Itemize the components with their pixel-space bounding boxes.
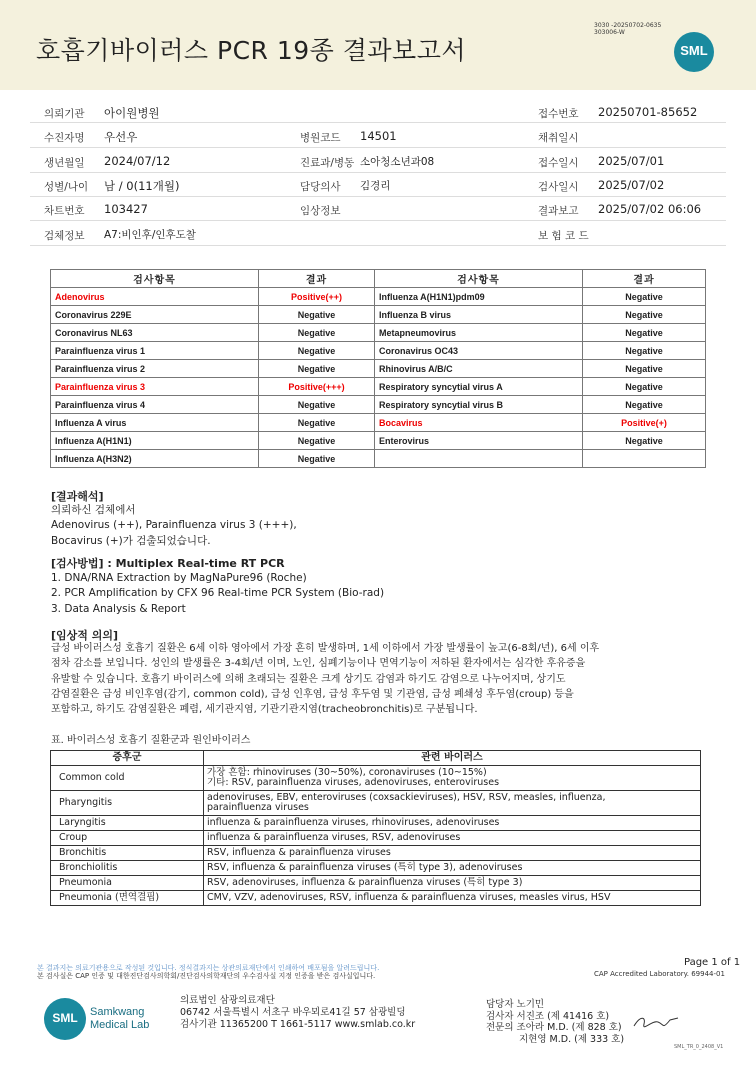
clinical-meaning-heading: [임상적 의의] bbox=[51, 629, 119, 642]
test-item: Respiratory syncytial virus A bbox=[375, 378, 583, 396]
test-result: Negative bbox=[259, 342, 375, 360]
report-title: 호흡기바이러스 PCR 19종 결과보고서 bbox=[36, 36, 467, 65]
page-indicator: Page 1 of 1 bbox=[684, 957, 741, 968]
syndrome-cell: Bronchiolitis bbox=[51, 861, 204, 876]
test-item: Parainfluenza virus 3 bbox=[51, 378, 259, 396]
virus-row bbox=[51, 861, 701, 876]
clinical-line: 점차 감소를 보입니다. 성인의 발생률은 3-4회/년 이며, 노인, 심폐기능이나 면역기능이 저하된 환자에서는 심각한 후유증을 bbox=[51, 658, 586, 670]
viruses-line: RSV, influenza & parainfluenza viruses bbox=[207, 847, 391, 858]
virus-row bbox=[51, 791, 701, 816]
test-item: Parainfluenza virus 2 bbox=[51, 360, 259, 378]
results-row bbox=[51, 432, 706, 450]
sml-logo bbox=[674, 32, 714, 72]
results-row bbox=[51, 360, 706, 378]
viruses-cell bbox=[204, 831, 701, 846]
specimen-value: A7:비인후/인후도찰 bbox=[104, 229, 196, 241]
tested-label: 검사일시 bbox=[538, 181, 579, 193]
test-result: Positive(+) bbox=[583, 414, 706, 432]
signature-scribble bbox=[632, 1012, 680, 1034]
viruses-line: influenza & parainfluenza viruses, rhinoviruses, adenoviruses bbox=[207, 817, 500, 828]
virus-table-caption: 표. 바이러스성 호흡기 질환군과 원인바이러스 bbox=[51, 735, 251, 746]
syndrome-cell: Laryngitis bbox=[51, 816, 204, 831]
footer-address-block bbox=[180, 995, 415, 1031]
specimen-label: 검체정보 bbox=[44, 230, 85, 242]
birth-label: 생년월일 bbox=[44, 157, 85, 169]
divider bbox=[30, 245, 726, 246]
test-item: Parainfluenza virus 1 bbox=[51, 342, 259, 360]
test-item: Metapneumovirus bbox=[375, 324, 583, 342]
viruses-cell bbox=[204, 861, 701, 876]
footer-logo-mark: SML bbox=[52, 1011, 78, 1025]
test-item: Bocavirus bbox=[375, 414, 583, 432]
test-item: Rhinovirus A/B/C bbox=[375, 360, 583, 378]
org-name: 의료법인 삼광의료재단 bbox=[180, 995, 275, 1006]
reported-label: 결과보고 bbox=[538, 205, 579, 217]
sex-age-value: 남 / 0(11개월) bbox=[104, 179, 180, 193]
test-result: Negative bbox=[583, 288, 706, 306]
viruses-line: CMV, VZV, adenoviruses, RSV, influenza & parainfluenza viruses, measles virus, HSV bbox=[207, 892, 611, 903]
viruses-line: RSV, influenza & parainfluenza viruses (특히 type 3), adenoviruses bbox=[207, 862, 523, 873]
receipt-no-label: 접수번호 bbox=[538, 108, 579, 120]
test-item: Coronavirus OC43 bbox=[375, 342, 583, 360]
viruses-line: RSV, adenoviruses, influenza & parainfluenza viruses (특히 type 3) bbox=[207, 877, 523, 888]
viruses-cell bbox=[204, 846, 701, 861]
results-row bbox=[51, 378, 706, 396]
virus-row bbox=[51, 831, 701, 846]
viruses-line: 가장 흔함: rhinoviruses (30~50%), coronaviruses (10~15%) bbox=[207, 767, 487, 778]
results-header-row bbox=[51, 270, 706, 288]
chart-no-value: 103427 bbox=[104, 202, 148, 216]
sml-footer-logo bbox=[44, 998, 86, 1040]
cap-accreditation: CAP Accredited Laboratory. 69944-01 bbox=[594, 970, 725, 978]
signers-block bbox=[486, 999, 624, 1045]
col-header-syndrome: 증후군 bbox=[51, 751, 204, 766]
syndrome-cell: Croup bbox=[51, 831, 204, 846]
test-result: Negative bbox=[259, 396, 375, 414]
interpretation-line: 의뢰하신 검체에서 bbox=[51, 504, 136, 516]
interpretation-heading: [결과해석] bbox=[51, 490, 104, 503]
test-result: Negative bbox=[583, 378, 706, 396]
birth-value: 2024/07/12 bbox=[104, 154, 171, 168]
test-item: Enterovirus bbox=[375, 432, 583, 450]
test-result: Negative bbox=[259, 360, 375, 378]
test-item: Influenza A(H1N1) bbox=[51, 432, 259, 450]
footer-logo-text bbox=[90, 1006, 149, 1032]
signer: 전문의 조아라 M.D. (제 828 호) bbox=[486, 1022, 622, 1033]
syndrome-cell: Pharyngitis bbox=[51, 791, 204, 816]
interpretation-line: Bocavirus (+)가 검출되었습니다. bbox=[51, 534, 211, 547]
viruses-cell bbox=[204, 766, 701, 791]
receipt-no-value: 20250701-85652 bbox=[598, 105, 698, 119]
institution-value: 아이원병원 bbox=[104, 106, 160, 120]
test-item: Influenza A(H1N1)pdm09 bbox=[375, 288, 583, 306]
test-result: Negative bbox=[259, 306, 375, 324]
patient-value: 우선우 bbox=[104, 130, 138, 144]
test-result: Negative bbox=[259, 414, 375, 432]
results-row bbox=[51, 450, 706, 468]
test-result bbox=[583, 450, 706, 468]
clinical-line: 포함하고, 하기도 감염질환은 폐렴, 세기관지염, 기관기관지염(tracheobronchitis)로 구분됩니다. bbox=[51, 704, 478, 716]
chart-no-label: 차트번호 bbox=[44, 205, 85, 217]
results-row bbox=[51, 414, 706, 432]
test-result: Negative bbox=[259, 450, 375, 468]
test-result: Negative bbox=[583, 396, 706, 414]
document-id bbox=[594, 22, 661, 36]
sex-age-label: 성별/나이 bbox=[44, 181, 89, 193]
footer-notice-2: 본 검사실은 CAP 인증 및 대한진단검사의학회/진단검사의학재단의 우수검사실 지정 인증을 받은 검사실입니다. bbox=[37, 972, 376, 980]
virus-table bbox=[50, 750, 701, 906]
org-address: 06742 서울특별시 서초구 바우뫼로41길 57 삼광빌딩 bbox=[180, 1007, 406, 1018]
test-result: Negative bbox=[259, 324, 375, 342]
doctor-label: 담당의사 bbox=[300, 181, 341, 193]
interpretation-body bbox=[51, 503, 297, 549]
signer: 검사자 서진조 (제 41416 호) bbox=[486, 1010, 610, 1022]
syndrome-cell: Bronchitis bbox=[51, 846, 204, 861]
test-result: Positive(+++) bbox=[259, 378, 375, 396]
viruses-line: 기타: RSV, parainfluenza viruses, adenoviruses, enteroviruses bbox=[207, 777, 500, 788]
org-contact: 검사기관 11365200 T 1661-5117 www.smlab.co.kr bbox=[180, 1019, 416, 1030]
test-result: Negative bbox=[583, 306, 706, 324]
virus-row bbox=[51, 816, 701, 831]
virus-row bbox=[51, 876, 701, 891]
clinical-line: 감염질환은 급성 비인후염(감기, common cold), 급성 인후염, 급성 후두염 및 기관염, 급성 폐쇄성 후두염(croup) 등을 bbox=[51, 688, 574, 700]
clinical-label: 임상정보 bbox=[300, 205, 341, 217]
document-id-line1: 3030 -20250702-0635 bbox=[594, 22, 662, 29]
test-result: Negative bbox=[259, 432, 375, 450]
signer: 담당자 노기민 bbox=[486, 999, 545, 1010]
collection-label: 채취일시 bbox=[538, 132, 579, 144]
virus-row bbox=[51, 846, 701, 861]
test-item: Influenza B virus bbox=[375, 306, 583, 324]
clinical-meaning-body bbox=[51, 641, 599, 717]
test-result: Negative bbox=[583, 324, 706, 342]
insurance-label: 보 험 코 드 bbox=[538, 230, 589, 242]
results-row bbox=[51, 306, 706, 324]
logo-text: SML bbox=[680, 43, 708, 58]
divider bbox=[30, 122, 726, 123]
test-item: Influenza A(H3N2) bbox=[51, 450, 259, 468]
virus-row bbox=[51, 766, 701, 791]
col-header-viruses: 관련 바이러스 bbox=[204, 751, 701, 766]
divider bbox=[30, 196, 726, 197]
test-item: Respiratory syncytial virus B bbox=[375, 396, 583, 414]
method-line: 2. PCR Amplification by CFX 96 Real-time PCR System (Bio-rad) bbox=[51, 587, 385, 600]
results-row bbox=[51, 324, 706, 342]
divider bbox=[30, 220, 726, 221]
test-item: Adenovirus bbox=[51, 288, 259, 306]
tested-value: 2025/07/02 bbox=[598, 178, 665, 192]
virus-header-row bbox=[51, 751, 701, 766]
clinical-line: 유발할 수 있습니다. 호흡기 바이러스에 의해 초래되는 질환은 크게 상기도 감염과 하기도 감염으로 나누어지며, 상기도 bbox=[51, 673, 566, 685]
test-item: Coronavirus NL63 bbox=[51, 324, 259, 342]
department-label: 진료과/병동 bbox=[300, 157, 355, 169]
viruses-cell bbox=[204, 891, 701, 906]
doctor-value: 김경리 bbox=[360, 180, 391, 192]
test-result: Negative bbox=[583, 360, 706, 378]
test-result: Positive(++) bbox=[259, 288, 375, 306]
method-line: 1. DNA/RNA Extraction by MagNaPure96 (Roche) bbox=[51, 572, 307, 584]
document-id-line2: 303006-W bbox=[594, 29, 625, 36]
hospital-code-value: 14501 bbox=[360, 129, 397, 143]
interpretation-line: Adenovirus (++), Parainfluenza virus 3 (+++), bbox=[51, 519, 297, 532]
hospital-code-label: 병원코드 bbox=[300, 132, 341, 144]
test-item: Influenza A virus bbox=[51, 414, 259, 432]
results-row bbox=[51, 396, 706, 414]
virus-row bbox=[51, 891, 701, 906]
viruses-line: adenoviruses, EBV, enteroviruses (coxsackieviruses), HSV, RSV, measles, influenza, bbox=[207, 792, 606, 803]
test-result: Negative bbox=[583, 342, 706, 360]
col-header-result: 결과 bbox=[583, 270, 706, 288]
test-result: Negative bbox=[583, 432, 706, 450]
divider bbox=[30, 147, 726, 148]
col-header-item: 검사항목 bbox=[51, 270, 259, 288]
syndrome-cell: Common cold bbox=[51, 766, 204, 791]
viruses-line: influenza & parainfluenza viruses, RSV, adenoviruses bbox=[207, 832, 461, 843]
divider bbox=[30, 172, 726, 173]
results-row bbox=[51, 342, 706, 360]
test-item bbox=[375, 450, 583, 468]
method-line: 3. Data Analysis & Report bbox=[51, 602, 186, 615]
test-item: Coronavirus 229E bbox=[51, 306, 259, 324]
footer-notice-1: 본 결과지는 의료기관용으로 작성된 것입니다. 정식결과지는 상관의료재단에서 인쇄하여 배포됨을 알려드립니다. bbox=[37, 964, 380, 972]
signer: 지현영 M.D. (제 333 호) bbox=[519, 1033, 625, 1045]
patient-label: 수진자명 bbox=[44, 132, 85, 144]
viruses-cell bbox=[204, 791, 701, 816]
results-table bbox=[50, 269, 706, 468]
viruses-cell bbox=[204, 816, 701, 831]
footer-logo-line2: Medical Lab bbox=[90, 1019, 150, 1031]
col-header-result: 결과 bbox=[259, 270, 375, 288]
form-code: SML_TR_0_2408_V1 bbox=[674, 1044, 724, 1050]
viruses-line: parainfluenza viruses bbox=[207, 802, 309, 813]
results-row bbox=[51, 288, 706, 306]
syndrome-cell: Pneumonia bbox=[51, 876, 204, 891]
test-item: Parainfluenza virus 4 bbox=[51, 396, 259, 414]
viruses-cell bbox=[204, 876, 701, 891]
col-header-item: 검사항목 bbox=[375, 270, 583, 288]
method-heading: [검사방법] : Multiplex Real-time RT PCR bbox=[51, 557, 285, 570]
clinical-line: 급성 바이러스성 호흡기 질환은 6세 이하 영아에서 가장 흔히 발생하며, 1세 이하에서 가장 발생률이 높고(6-8회/년), 6세 이후 bbox=[51, 643, 600, 654]
reported-value: 2025/07/02 06:06 bbox=[598, 202, 702, 216]
institution-label: 의뢰기관 bbox=[44, 108, 85, 120]
received-value: 2025/07/01 bbox=[598, 154, 665, 168]
syndrome-cell: Pneumonia (면역결핍) bbox=[51, 891, 204, 906]
footer-logo-line1: Samkwang bbox=[90, 1006, 145, 1018]
department-value: 소아청소년과08 bbox=[360, 156, 435, 168]
received-label: 접수일시 bbox=[538, 157, 579, 169]
method-body bbox=[51, 571, 384, 617]
